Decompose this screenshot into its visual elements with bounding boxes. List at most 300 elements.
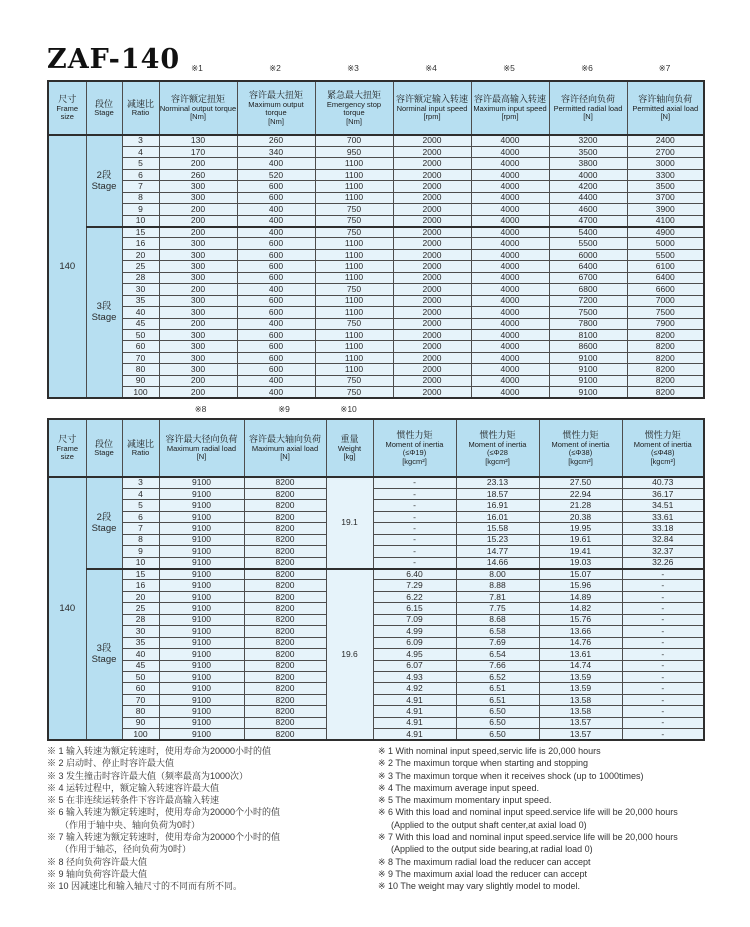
value-cell: 3500 xyxy=(549,146,627,157)
value-cell: 7900 xyxy=(627,318,704,329)
footnote-line: ※ 8 径向负荷容许最大值 xyxy=(47,856,148,867)
table-row xyxy=(48,364,704,375)
value-cell: 300 xyxy=(159,352,237,363)
value-cell: 8200 xyxy=(244,477,326,488)
value-cell: 300 xyxy=(159,341,237,352)
footnote-line: (Applied to the output side bearing,at radial load 0) xyxy=(391,844,593,855)
value-cell: 600 xyxy=(237,181,315,192)
inertia-cell: 7.09 xyxy=(373,614,456,625)
value-cell: 750 xyxy=(315,204,393,215)
inertia-cell: - xyxy=(622,649,704,660)
footnote-line: ※ 5 在非连续运转条件下容许最高输入转速 xyxy=(47,795,220,806)
col-weight: 重量 Weight [kg] xyxy=(326,419,373,477)
table-row xyxy=(48,569,704,580)
value-cell: 4700 xyxy=(549,215,627,226)
col-nominal-output-torque: 容许额定扭矩 Norminal output torque [Nm] xyxy=(159,81,237,135)
value-cell: 2000 xyxy=(393,238,471,249)
value-cell: 2000 xyxy=(393,204,471,215)
table-row xyxy=(48,511,704,522)
value-cell: 3300 xyxy=(627,169,704,180)
frame-size-cell: 140 xyxy=(48,477,86,740)
stage-cell: 3段 Stage xyxy=(86,569,122,741)
value-cell: 4000 xyxy=(471,375,549,386)
inertia-cell: 14.74 xyxy=(539,660,622,671)
footnote-line: ※ 1 输入转速为额定转速时，使用寿命为20000小时的值 xyxy=(47,746,272,756)
inertia-cell: - xyxy=(622,717,704,728)
value-cell: 750 xyxy=(315,387,393,398)
weight-cell: 19.6 xyxy=(326,569,373,741)
value-cell: 9100 xyxy=(159,694,244,705)
value-cell: 7800 xyxy=(549,318,627,329)
value-cell: 400 xyxy=(237,204,315,215)
value-cell: 600 xyxy=(237,329,315,340)
value-cell: 4000 xyxy=(471,261,549,272)
inertia-cell: 8.68 xyxy=(456,614,539,625)
footnote-line: ※ 7 With this load and nominal input speed.service life will be 20,000 hours xyxy=(378,832,678,843)
ref-mark-3: ※3 xyxy=(347,63,359,73)
value-cell: 600 xyxy=(237,192,315,203)
ratio-cell: 7 xyxy=(122,523,159,534)
inertia-cell: 4.91 xyxy=(373,694,456,705)
value-cell: 300 xyxy=(159,181,237,192)
ratio-cell: 4 xyxy=(122,488,159,499)
value-cell: 2000 xyxy=(393,318,471,329)
value-cell: 8200 xyxy=(244,706,326,717)
inertia-cell: 22.94 xyxy=(539,488,622,499)
inertia-cell: 13.59 xyxy=(539,671,622,682)
value-cell: 600 xyxy=(237,261,315,272)
value-cell: 8200 xyxy=(244,717,326,728)
value-cell: 300 xyxy=(159,272,237,283)
ratio-cell: 4 xyxy=(122,146,159,157)
ratio-cell: 6 xyxy=(122,511,159,522)
value-cell: 8600 xyxy=(549,341,627,352)
ratio-cell: 8 xyxy=(122,534,159,545)
table-row xyxy=(48,387,704,398)
inertia-cell: - xyxy=(622,580,704,591)
table-row xyxy=(48,660,704,671)
value-cell: 4000 xyxy=(471,204,549,215)
value-cell: 8200 xyxy=(244,649,326,660)
table-row xyxy=(48,329,704,340)
value-cell: 8100 xyxy=(549,329,627,340)
value-cell: 8200 xyxy=(244,546,326,557)
value-cell: 8200 xyxy=(244,671,326,682)
col-moment-of-inertia-38: 惯性力矩 Moment of inertia (≤Φ38) [kgcm²] xyxy=(539,419,622,477)
value-cell: 3800 xyxy=(549,158,627,169)
value-cell: 4000 xyxy=(471,387,549,398)
ratio-cell: 70 xyxy=(122,352,159,363)
value-cell: 9100 xyxy=(159,591,244,602)
ratio-cell: 8 xyxy=(122,192,159,203)
ratio-cell: 50 xyxy=(122,329,159,340)
table-row xyxy=(48,637,704,648)
ratio-cell: 3 xyxy=(122,477,159,488)
col-moment-of-inertia-28: 惯性力矩 Moment of inertia (≤Φ28 [kgcm²] xyxy=(456,419,539,477)
value-cell: 9100 xyxy=(159,626,244,637)
inertia-cell: - xyxy=(373,534,456,545)
inertia-cell: 14.66 xyxy=(456,557,539,568)
table-row xyxy=(48,181,704,192)
ref-mark-9: ※9 xyxy=(278,404,290,414)
value-cell: 9100 xyxy=(549,387,627,398)
value-cell: 8200 xyxy=(627,387,704,398)
value-cell: 8200 xyxy=(244,580,326,591)
value-cell: 4000 xyxy=(471,227,549,238)
ratio-cell: 45 xyxy=(122,318,159,329)
value-cell: 8200 xyxy=(627,341,704,352)
ratio-cell: 28 xyxy=(122,272,159,283)
inertia-cell: - xyxy=(373,557,456,568)
ratio-cell: 70 xyxy=(122,694,159,705)
table-row xyxy=(48,523,704,534)
col-nominal-input-speed: 容许额定输入转速 Norminal input speed [rpm] xyxy=(393,81,471,135)
value-cell: 5500 xyxy=(549,238,627,249)
ref-mark-5: ※5 xyxy=(503,63,515,73)
inertia-cell: 32.26 xyxy=(622,557,704,568)
ratio-cell: 10 xyxy=(122,215,159,226)
footnote-line: ※ 2 The maximun torque when starting and stopping xyxy=(378,758,588,769)
inertia-cell: - xyxy=(622,729,704,740)
value-cell: 300 xyxy=(159,329,237,340)
ratio-cell: 15 xyxy=(122,227,159,238)
inertia-cell: 6.51 xyxy=(456,683,539,694)
value-cell: 3200 xyxy=(549,135,627,146)
ratio-cell: 60 xyxy=(122,683,159,694)
value-cell: 1100 xyxy=(315,169,393,180)
value-cell: 9100 xyxy=(159,580,244,591)
ref-mark-1: ※1 xyxy=(191,63,203,73)
value-cell: 6600 xyxy=(627,284,704,295)
value-cell: 2000 xyxy=(393,272,471,283)
value-cell: 9100 xyxy=(159,500,244,511)
ratio-cell: 5 xyxy=(122,158,159,169)
value-cell: 4600 xyxy=(549,204,627,215)
ratio-cell: 35 xyxy=(122,295,159,306)
ratio-cell: 90 xyxy=(122,375,159,386)
ratio-cell: 100 xyxy=(122,729,159,740)
value-cell: 9100 xyxy=(159,534,244,545)
value-cell: 8200 xyxy=(627,329,704,340)
value-cell: 4000 xyxy=(471,135,549,146)
value-cell: 200 xyxy=(159,284,237,295)
value-cell: 2400 xyxy=(627,135,704,146)
stage-header: 段位 Stage xyxy=(86,419,122,477)
value-cell: 2000 xyxy=(393,387,471,398)
value-cell: 4000 xyxy=(471,318,549,329)
table-row xyxy=(48,238,704,249)
value-cell: 4000 xyxy=(471,181,549,192)
value-cell: 200 xyxy=(159,375,237,386)
value-cell: 2000 xyxy=(393,181,471,192)
inertia-cell: - xyxy=(622,626,704,637)
value-cell: 3500 xyxy=(627,181,704,192)
inertia-cell: - xyxy=(373,477,456,488)
inertia-cell: 19.03 xyxy=(539,557,622,568)
inertia-cell: 15.96 xyxy=(539,580,622,591)
footnote-line: ※ 9 The maximum axial load the reducer can accept xyxy=(378,868,587,879)
value-cell: 7200 xyxy=(549,295,627,306)
torque-speed-load-table xyxy=(47,80,705,399)
table-row xyxy=(48,352,704,363)
inertia-cell: 4.91 xyxy=(373,717,456,728)
ref-mark-10: ※10 xyxy=(340,404,357,414)
value-cell: 400 xyxy=(237,375,315,386)
ref-mark-7: ※7 xyxy=(658,63,671,73)
load-weight-inertia-table xyxy=(47,418,705,741)
table-row xyxy=(48,158,704,169)
inertia-cell: 4.93 xyxy=(373,671,456,682)
value-cell: 1100 xyxy=(315,341,393,352)
ratio-cell: 16 xyxy=(122,580,159,591)
inertia-cell: 33.18 xyxy=(622,523,704,534)
value-cell: 8200 xyxy=(244,660,326,671)
table-row xyxy=(48,534,704,545)
inertia-cell: - xyxy=(373,500,456,511)
inertia-cell: 6.22 xyxy=(373,591,456,602)
value-cell: 260 xyxy=(159,169,237,180)
value-cell: 2000 xyxy=(393,215,471,226)
table-row xyxy=(48,169,704,180)
value-cell: 9100 xyxy=(159,511,244,522)
value-cell: 8200 xyxy=(244,523,326,534)
value-cell: 5500 xyxy=(627,249,704,260)
value-cell: 1100 xyxy=(315,272,393,283)
value-cell: 600 xyxy=(237,364,315,375)
footnotes-chinese xyxy=(47,745,377,893)
inertia-cell: 14.76 xyxy=(539,637,622,648)
table-row xyxy=(48,649,704,660)
inertia-cell: - xyxy=(622,569,704,580)
value-cell: 950 xyxy=(315,146,393,157)
value-cell: 4000 xyxy=(471,364,549,375)
footnote-line: （作用于轴中央、轴向负荷为0时） xyxy=(60,819,201,830)
value-cell: 4000 xyxy=(471,341,549,352)
value-cell: 7000 xyxy=(627,295,704,306)
value-cell: 300 xyxy=(159,249,237,260)
value-cell: 9100 xyxy=(159,706,244,717)
value-cell: 6400 xyxy=(627,272,704,283)
col-emergency-stop-torque: 紧急最大扭矩 Emergency stop torque [Nm] xyxy=(315,81,393,135)
value-cell: 4000 xyxy=(471,215,549,226)
table-row xyxy=(48,729,704,740)
ratio-cell: 80 xyxy=(122,706,159,717)
table2-header-row xyxy=(48,419,704,477)
inertia-cell: 20.38 xyxy=(539,511,622,522)
table-row xyxy=(48,671,704,682)
value-cell: 130 xyxy=(159,135,237,146)
footnote-line: (Applied to the output shaft center,at axial load 0) xyxy=(391,819,587,830)
inertia-cell: 33.61 xyxy=(622,511,704,522)
value-cell: 9100 xyxy=(549,364,627,375)
value-cell: 2000 xyxy=(393,364,471,375)
value-cell: 300 xyxy=(159,261,237,272)
value-cell: 9100 xyxy=(159,637,244,648)
ratio-cell: 90 xyxy=(122,717,159,728)
value-cell: 1100 xyxy=(315,329,393,340)
table-row xyxy=(48,272,704,283)
value-cell: 4000 xyxy=(471,192,549,203)
value-cell: 9100 xyxy=(159,569,244,580)
value-cell: 8200 xyxy=(244,729,326,740)
inertia-cell: - xyxy=(622,603,704,614)
value-cell: 400 xyxy=(237,318,315,329)
ratio-cell: 45 xyxy=(122,660,159,671)
value-cell: 750 xyxy=(315,318,393,329)
table1-header-row xyxy=(48,81,704,135)
value-cell: 5000 xyxy=(627,238,704,249)
ratio-cell: 7 xyxy=(122,181,159,192)
ref-mark-8: ※8 xyxy=(194,404,207,414)
ratio-cell: 15 xyxy=(122,569,159,580)
inertia-cell: 15.07 xyxy=(539,569,622,580)
value-cell: 200 xyxy=(159,215,237,226)
inertia-cell: 14.89 xyxy=(539,591,622,602)
inertia-cell: 18.57 xyxy=(456,488,539,499)
value-cell: 9100 xyxy=(159,649,244,660)
value-cell: 1100 xyxy=(315,307,393,318)
footnote-line: ※ 10 The weight may vary slightly model to model. xyxy=(378,881,580,892)
value-cell: 750 xyxy=(315,375,393,386)
ref-mark-2: ※2 xyxy=(269,63,281,73)
inertia-cell: 13.61 xyxy=(539,649,622,660)
footnote-line: ※ 2 启动时、停止时容许最大值 xyxy=(47,758,175,769)
value-cell: 2000 xyxy=(393,192,471,203)
value-cell: 9100 xyxy=(159,488,244,499)
value-cell: 4000 xyxy=(471,249,549,260)
table-row xyxy=(48,591,704,602)
ratio-cell: 40 xyxy=(122,649,159,660)
inertia-cell: 13.57 xyxy=(539,717,622,728)
value-cell: 2000 xyxy=(393,261,471,272)
footnote-line: ※ 7 输入转速为额定转速时，使用寿命为20000个小时的值 xyxy=(47,832,281,843)
inertia-cell: - xyxy=(622,694,704,705)
inertia-cell: 19.95 xyxy=(539,523,622,534)
col-maximum-input-speed: 容许最高输入转速 Maximum input speed [rpm] xyxy=(471,81,549,135)
value-cell: 4000 xyxy=(471,169,549,180)
value-cell: 2000 xyxy=(393,169,471,180)
table-row xyxy=(48,706,704,717)
footnote-line: ※ 1 With nominal input speed,servic life is 20,000 hours xyxy=(378,746,601,756)
value-cell: 400 xyxy=(237,215,315,226)
inertia-cell: - xyxy=(373,546,456,557)
inertia-cell: 21.28 xyxy=(539,500,622,511)
table-row xyxy=(48,488,704,499)
value-cell: 9100 xyxy=(159,729,244,740)
ratio-cell: 100 xyxy=(122,387,159,398)
stage-cell: 2段 Stage xyxy=(86,135,122,227)
inertia-cell: - xyxy=(622,706,704,717)
value-cell: 8200 xyxy=(244,557,326,568)
inertia-cell: 8.88 xyxy=(456,580,539,591)
table-row xyxy=(48,614,704,625)
inertia-cell: 13.58 xyxy=(539,694,622,705)
table-row xyxy=(48,546,704,557)
col-moment-of-inertia-48: 惯性力矩 Moment of inertia (≤Φ48) [kgcm²] xyxy=(622,419,704,477)
frame-size-cell: 140 xyxy=(48,135,86,398)
inertia-cell: 15.76 xyxy=(539,614,622,625)
inertia-cell: - xyxy=(622,591,704,602)
inertia-cell: 15.58 xyxy=(456,523,539,534)
value-cell: 260 xyxy=(237,135,315,146)
value-cell: 8200 xyxy=(244,603,326,614)
value-cell: 2000 xyxy=(393,341,471,352)
value-cell: 600 xyxy=(237,249,315,260)
value-cell: 6400 xyxy=(549,261,627,272)
table-row xyxy=(48,295,704,306)
value-cell: 1100 xyxy=(315,352,393,363)
col-maximum-axial-load: 容许最大轴向负荷 Maximum axial load [N] xyxy=(244,419,326,477)
ratio-cell: 40 xyxy=(122,307,159,318)
inertia-cell: 19.61 xyxy=(539,534,622,545)
value-cell: 1100 xyxy=(315,192,393,203)
inertia-cell: 7.29 xyxy=(373,580,456,591)
table-row xyxy=(48,717,704,728)
weight-cell: 19.1 xyxy=(326,477,373,569)
value-cell: 9100 xyxy=(159,683,244,694)
table-row xyxy=(48,500,704,511)
value-cell: 8200 xyxy=(244,683,326,694)
value-cell: 600 xyxy=(237,238,315,249)
value-cell: 7500 xyxy=(627,307,704,318)
col-permitted-axial-load: 容许轴向负荷 Permitted axial load [N] xyxy=(627,81,704,135)
value-cell: 2000 xyxy=(393,375,471,386)
inertia-cell: 14.82 xyxy=(539,603,622,614)
table-row xyxy=(48,249,704,260)
ratio-cell: 28 xyxy=(122,614,159,625)
value-cell: 400 xyxy=(237,227,315,238)
inertia-cell: - xyxy=(622,614,704,625)
value-cell: 1100 xyxy=(315,249,393,260)
inertia-cell: 27.50 xyxy=(539,477,622,488)
footnote-line: ※ 6 With this load and nominal input speed.service life will be 20,000 hours xyxy=(378,807,678,818)
value-cell: 7500 xyxy=(549,307,627,318)
value-cell: 300 xyxy=(159,307,237,318)
value-cell: 200 xyxy=(159,227,237,238)
value-cell: 8200 xyxy=(627,364,704,375)
value-cell: 8200 xyxy=(244,591,326,602)
value-cell: 700 xyxy=(315,135,393,146)
inertia-cell: 6.51 xyxy=(456,694,539,705)
value-cell: 9100 xyxy=(549,352,627,363)
table-row xyxy=(48,580,704,591)
inertia-cell: 4.91 xyxy=(373,706,456,717)
value-cell: 2700 xyxy=(627,146,704,157)
value-cell: 2000 xyxy=(393,284,471,295)
inertia-cell: 19.41 xyxy=(539,546,622,557)
inertia-cell: - xyxy=(373,523,456,534)
col-maximum-output-torque: 容许最大扭矩 Maximum output torque [Nm] xyxy=(237,81,315,135)
value-cell: 3700 xyxy=(627,192,704,203)
footnote-line: ※ 5 The maximum momentary input speed. xyxy=(378,795,552,806)
value-cell: 1100 xyxy=(315,158,393,169)
frame-size-header: 尺寸 Frame size xyxy=(48,81,86,135)
value-cell: 5400 xyxy=(549,227,627,238)
inertia-cell: 7.81 xyxy=(456,591,539,602)
ratio-cell: 60 xyxy=(122,341,159,352)
inertia-cell: - xyxy=(622,637,704,648)
footnote-line: ※ 4 运转过程中，额定输入转速容许最大值 xyxy=(47,782,220,793)
inertia-cell: 16.91 xyxy=(456,500,539,511)
value-cell: 400 xyxy=(237,158,315,169)
value-cell: 600 xyxy=(237,295,315,306)
value-cell: 2000 xyxy=(393,295,471,306)
footnote-line: ※ 3 发生撞击时容许最大值（频率最高为1000次） xyxy=(47,770,249,781)
page-title: ZAF-140 xyxy=(47,44,181,75)
value-cell: 8200 xyxy=(244,569,326,580)
value-cell: 8200 xyxy=(244,500,326,511)
inertia-cell: 8.00 xyxy=(456,569,539,580)
